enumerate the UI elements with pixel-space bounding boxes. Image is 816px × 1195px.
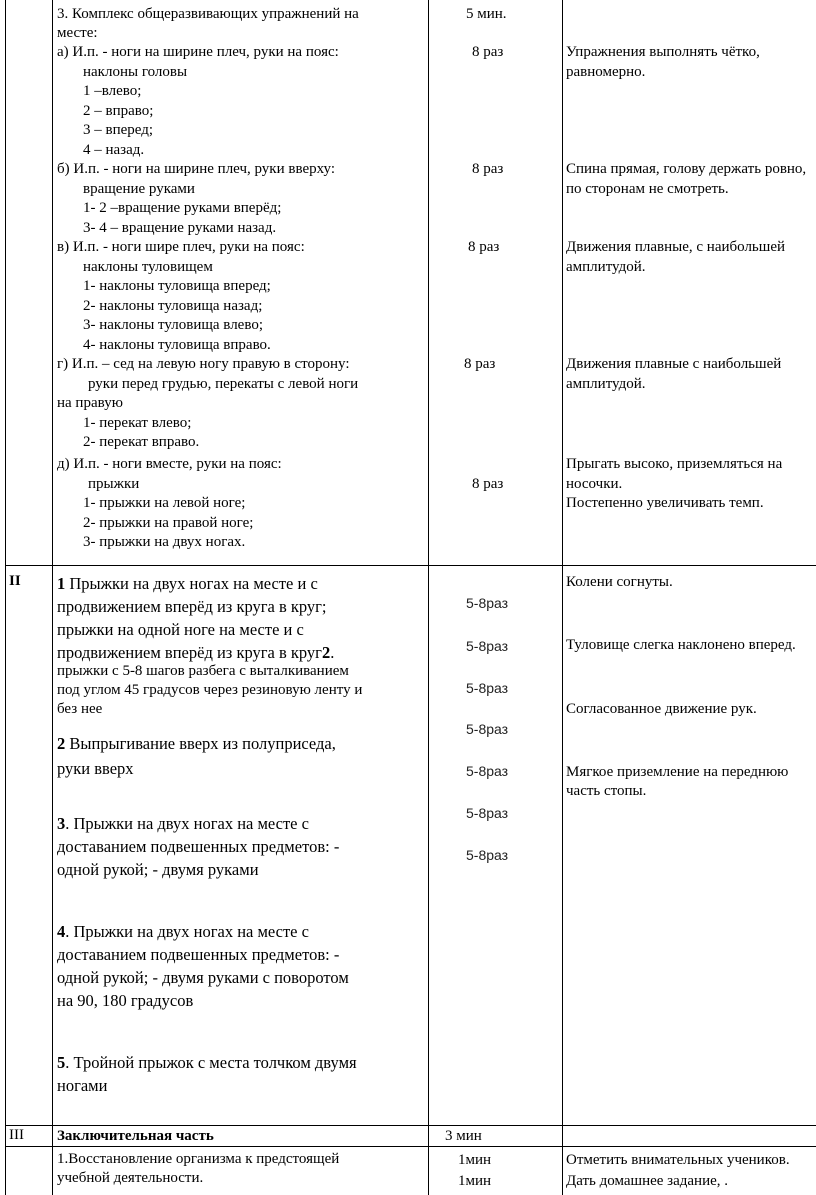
item-number: 1: [57, 574, 66, 593]
final-dose: 1мин: [458, 1173, 492, 1189]
exercise-v-note: амплитудой.: [566, 259, 646, 275]
jump-item-4-line: доставанием подвешенных предметов: -: [57, 945, 340, 964]
jump-item-1-text: Прыжки на двух ногах на месте и с: [69, 574, 318, 593]
section-2-numeral: II: [9, 573, 21, 589]
exercise-a-note: Упражнения выполнять чётко,: [566, 44, 760, 60]
exercise-a-head: а) И.п. - ноги на ширине плеч, руки на пояс:: [57, 44, 339, 60]
row-divider-2: [5, 1125, 816, 1126]
exercise-d-head: д) И.п. - ноги вместе, руки на пояс:: [57, 456, 282, 472]
exercise-a-line: 4 – назад.: [83, 142, 145, 158]
exercise-v-dose: 8 раз: [468, 239, 500, 255]
exercise-b-line: 3- 4 – вращение руками назад.: [83, 220, 277, 236]
jump-item-3-line: [57, 812, 309, 835]
jump-item-3-line: одной рукой; - двумя руками: [57, 860, 259, 879]
jump-item-1-line: продвижением вперёд из круга в круг;: [57, 597, 327, 616]
exercise-b-dose: 8 раз: [472, 161, 504, 177]
exercise-b-note: Спина прямая, голову держать ровно,: [566, 161, 807, 177]
exercise-v-line: 2- наклоны туловища назад;: [83, 298, 263, 314]
exercise-complex-title-cont: месте:: [57, 25, 98, 41]
jump-item-4-line: [57, 920, 309, 943]
table-border-col3: [562, 0, 563, 1195]
exercise-a-line: 3 – вперед;: [83, 122, 154, 138]
exercise-d-note: Прыгать высоко, приземляться на: [566, 456, 783, 472]
jump-note: Согласованное движение рук.: [566, 701, 757, 717]
jump-item-1-text: продвижением вперёд из круга в круг: [57, 643, 322, 662]
jump-item-1-sub: прыжки с 5-8 шагов разбега с выталкиванием: [57, 663, 349, 679]
exercise-b-note: по сторонам не смотреть.: [566, 181, 729, 197]
exercise-g-dose: 8 раз: [464, 356, 496, 372]
section-3-numeral: III: [9, 1127, 24, 1143]
exercise-d-line: прыжки: [88, 476, 140, 492]
jump-item-3-text: . Прыжки на двух ногах на месте с: [65, 814, 309, 833]
final-dose: 1мин: [458, 1152, 492, 1168]
jump-item-1-line: прыжки на одной ноге на месте и с: [57, 620, 304, 639]
jump-item-2-line: [57, 732, 336, 755]
exercise-d-line: 3- прыжки на двух ногах.: [83, 534, 246, 550]
item-number: 5: [57, 1053, 66, 1072]
exercise-v-line: 4- наклоны туловища вправо.: [83, 337, 271, 353]
exercise-d-line: 2- прыжки на правой ноге;: [83, 515, 254, 531]
jump-item-1-line: [57, 572, 318, 595]
exercise-g-line: руки перед грудью, перекаты с левой ноги: [88, 376, 359, 392]
item-number: 2: [57, 734, 66, 753]
jump-item-5-line: ногами: [57, 1076, 108, 1095]
exercise-a-line: 1 –влево;: [83, 83, 142, 99]
jump-dose: 5-8раз: [466, 721, 509, 737]
table-border-left: [5, 0, 6, 1195]
jump-item-1-tail: .: [330, 643, 335, 662]
jump-dose: 5-8раз: [466, 763, 509, 779]
jump-dose: 5-8раз: [466, 805, 509, 821]
exercise-g-head: г) И.п. – сед на левую ногу правую в сторону:: [57, 356, 350, 372]
jump-dose: 5-8раз: [466, 595, 509, 611]
table-border-col2: [428, 0, 429, 1195]
jump-item-5-text: . Тройной прыжок с места толчком двумя: [65, 1053, 357, 1072]
row-divider-1: [5, 565, 816, 566]
exercise-g-note: амплитудой.: [566, 376, 646, 392]
exercise-b-head: б) И.п. - ноги на ширине плеч, руки вверху:: [57, 161, 336, 177]
exercise-v-line: 1- наклоны туловища вперед;: [83, 278, 271, 294]
jump-item-5-line: [57, 1051, 357, 1074]
item-number: 4: [57, 922, 66, 941]
jump-dose: 5-8раз: [466, 680, 509, 696]
jump-item-1-line: [57, 641, 334, 664]
jump-item-2-text: Выпрыгивание вверх из полуприседа,: [69, 734, 336, 753]
item-number: 2: [321, 643, 331, 662]
exercise-d-dose: 8 раз: [472, 476, 504, 492]
exercise-d-line: 1- прыжки на левой ноге;: [83, 495, 246, 511]
exercise-v-head: в) И.п. - ноги шире плеч, руки на пояс:: [57, 239, 305, 255]
exercise-v-line: 3- наклоны туловища влево;: [83, 317, 263, 333]
jump-note: часть стопы.: [566, 783, 647, 799]
jump-note: Мягкое приземление на переднюю: [566, 764, 789, 780]
exercise-v-note: Движения плавные, с наибольшей: [566, 239, 786, 255]
jump-note: Туловище слегка наклонено вперед.: [566, 637, 796, 653]
exercise-d-note: Постепенно увеличивать темп.: [566, 495, 764, 511]
jump-note: Колени согнуты.: [566, 574, 673, 590]
final-note: Дать домашнее задание, .: [566, 1173, 729, 1189]
final-item-line: 1.Восстановление организма к предстоящей: [57, 1151, 340, 1167]
exercise-complex-time: 5 мин.: [466, 6, 507, 22]
jump-item-1-sub: под углом 45 градусов через резиновую ленту и: [57, 682, 363, 698]
jump-dose: 5-8раз: [466, 638, 509, 654]
exercise-a-note: равномерно.: [566, 64, 646, 80]
section-3-title: Заключительная часть: [57, 1128, 214, 1144]
exercise-v-line: наклоны туловищем: [83, 259, 213, 275]
jump-item-4-text: . Прыжки на двух ногах на месте с: [65, 922, 309, 941]
exercise-d-note: носочки.: [566, 476, 623, 492]
item-number: 3: [57, 814, 66, 833]
exercise-b-line: вращение руками: [83, 181, 195, 197]
exercise-a-dose: 8 раз: [472, 44, 504, 60]
section-3-time: 3 мин: [445, 1128, 482, 1144]
exercise-a-line: 2 – вправо;: [83, 103, 154, 119]
jump-item-3-line: доставанием подвешенных предметов: -: [57, 837, 340, 856]
final-note: Отметить внимательных учеников.: [566, 1152, 790, 1168]
jump-item-4-line: одной рукой; - двумя руками с поворотом: [57, 968, 349, 987]
jump-dose: 5-8раз: [466, 847, 509, 863]
jump-item-1-sub: без нее: [57, 701, 103, 717]
final-item-line: учебной деятельности.: [57, 1170, 204, 1186]
exercise-complex-title: 3. Комплекс общеразвивающих упражнений на: [57, 6, 359, 22]
table-border-col1: [52, 0, 53, 1195]
jump-item-2-line: руки вверх: [57, 759, 134, 778]
exercise-g-line: 2- перекат вправо.: [83, 434, 200, 450]
exercise-g-note: Движения плавные с наибольшей: [566, 356, 782, 372]
exercise-g-line: на правую: [57, 395, 123, 411]
jump-item-4-line: на 90, 180 градусов: [57, 991, 194, 1010]
exercise-b-line: 1- 2 –вращение руками вперёд;: [83, 200, 282, 216]
exercise-a-line: наклоны головы: [83, 64, 188, 80]
exercise-g-line: 1- перекат влево;: [83, 415, 192, 431]
